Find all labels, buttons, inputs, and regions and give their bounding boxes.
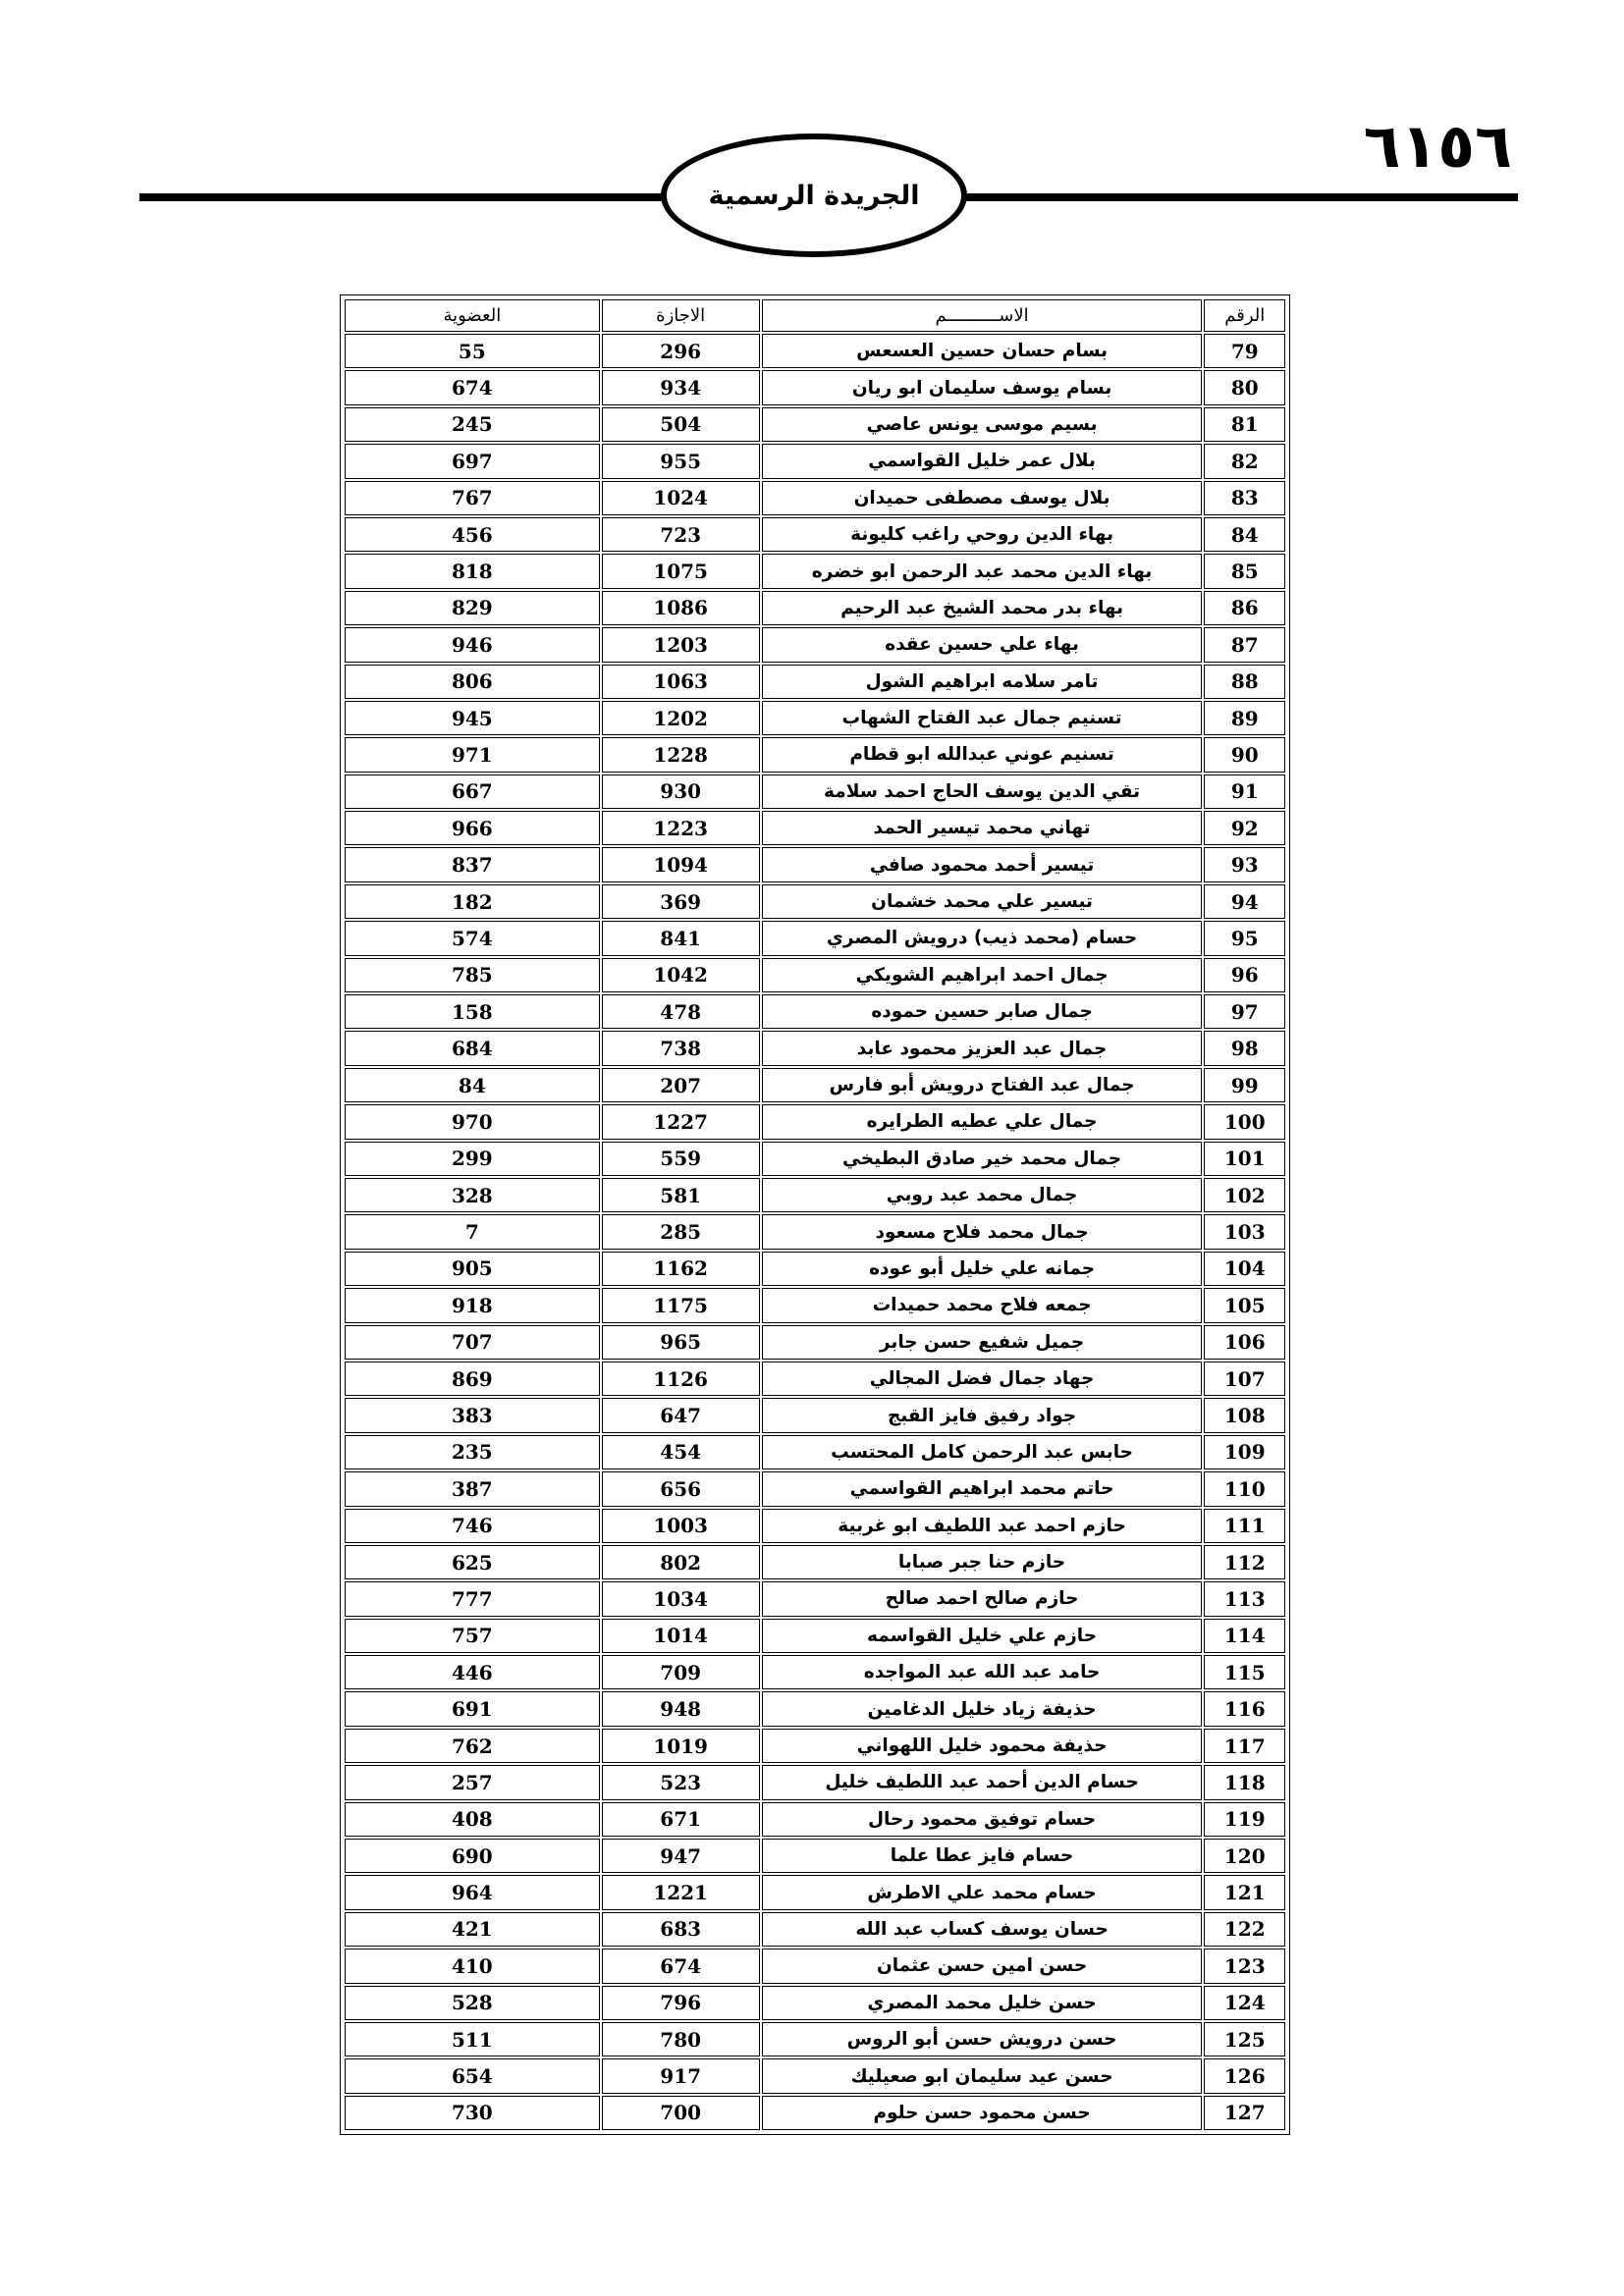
cell-license: 1075 [602, 554, 760, 588]
table-row [345, 1435, 1285, 1469]
cell-license: 674 [602, 1949, 760, 1983]
cell-license: 369 [602, 884, 760, 919]
cell-license: 478 [602, 994, 760, 1029]
table-row [345, 627, 1285, 662]
cell-number: 121 [1204, 1875, 1285, 1909]
cell-license: 1094 [602, 847, 760, 881]
table-row [345, 2058, 1285, 2093]
table-row [345, 407, 1285, 442]
cell-license: 738 [602, 1031, 760, 1065]
cell-membership: 818 [345, 554, 600, 588]
cell-name: تيسير أحمد محمود صافي [762, 847, 1203, 881]
cell-license: 1086 [602, 591, 760, 625]
cell-membership: 328 [345, 1178, 600, 1212]
cell-license: 1019 [602, 1729, 760, 1763]
table-row [345, 1178, 1285, 1212]
table-row [345, 958, 1285, 992]
cell-license: 965 [602, 1325, 760, 1360]
cell-number: 89 [1204, 701, 1285, 735]
cell-name: حذيفة زياد خليل الدغامين [762, 1691, 1203, 1726]
table-row [345, 1949, 1285, 1983]
table-row [345, 1252, 1285, 1286]
cell-number: 95 [1204, 921, 1285, 955]
cell-membership: 869 [345, 1362, 600, 1396]
table-row [345, 1398, 1285, 1432]
table-row [345, 665, 1285, 699]
cell-number: 117 [1204, 1729, 1285, 1763]
page-number: ٦١٥٦ [1363, 110, 1512, 182]
table-row [345, 1509, 1285, 1543]
table-row [345, 884, 1285, 919]
table-row [345, 1471, 1285, 1506]
cell-number: 108 [1204, 1398, 1285, 1432]
cell-number: 106 [1204, 1325, 1285, 1360]
cell-membership: 158 [345, 994, 600, 1029]
cell-name: بلال عمر خليل القواسمي [762, 444, 1203, 478]
cell-membership: 654 [345, 2058, 600, 2093]
cell-number: 115 [1204, 1655, 1285, 1689]
table-row [345, 2096, 1285, 2130]
table-row [345, 1875, 1285, 1909]
cell-number: 114 [1204, 1619, 1285, 1653]
cell-number: 97 [1204, 994, 1285, 1029]
cell-membership: 84 [345, 1068, 600, 1102]
cell-number: 80 [1204, 370, 1285, 404]
cell-name: حسن درويش حسن أبو الروس [762, 2022, 1203, 2056]
cell-name: بهاء علي حسين عقده [762, 627, 1203, 662]
cell-name: جمال احمد ابراهيم الشويكي [762, 958, 1203, 992]
cell-name: جهاد جمال فضل المجالي [762, 1362, 1203, 1396]
table-row [345, 334, 1285, 368]
table-row [345, 1729, 1285, 1763]
cell-license: 1203 [602, 627, 760, 662]
cell-number: 101 [1204, 1142, 1285, 1176]
cell-name: بهاء بدر محمد الشيخ عبد الرحيم [762, 591, 1203, 625]
cell-license: 559 [602, 1142, 760, 1176]
cell-number: 107 [1204, 1362, 1285, 1396]
cell-name: حسن خليل محمد المصري [762, 1986, 1203, 2020]
cell-number: 102 [1204, 1178, 1285, 1212]
cell-license: 656 [602, 1471, 760, 1506]
cell-name: بسيم موسى يونس عاصي [762, 407, 1203, 442]
table-row [345, 1031, 1285, 1065]
cell-name: بسام حسان حسين العسعس [762, 334, 1203, 368]
members-table [340, 294, 1290, 2135]
cell-name: جمال عبد الفتاح درويش أبو فارس [762, 1068, 1203, 1102]
table-row [345, 1802, 1285, 1837]
cell-number: 90 [1204, 737, 1285, 772]
table-row [345, 1362, 1285, 1396]
cell-membership: 235 [345, 1435, 600, 1469]
cell-name: حامد عبد الله عبد المواجده [762, 1655, 1203, 1689]
cell-membership: 245 [345, 407, 600, 442]
table-header-row [345, 299, 1285, 332]
cell-number: 103 [1204, 1214, 1285, 1249]
cell-name: تسنيم جمال عبد الفتاح الشهاب [762, 701, 1203, 735]
table-row [345, 774, 1285, 809]
cell-name: بلال يوسف مصطفى حميدان [762, 481, 1203, 515]
cell-name: جمال علي عطيه الطرايره [762, 1104, 1203, 1139]
table-row [345, 847, 1285, 881]
cell-number: 116 [1204, 1691, 1285, 1726]
cell-number: 104 [1204, 1252, 1285, 1286]
cell-name: بهاء الدين روحي راغب كليونة [762, 517, 1203, 552]
cell-name: حازم علي خليل القواسمه [762, 1619, 1203, 1653]
cell-license: 796 [602, 1986, 760, 2020]
table-row [345, 1325, 1285, 1360]
cell-license: 1162 [602, 1252, 760, 1286]
cell-membership: 964 [345, 1875, 600, 1909]
table-row [345, 1986, 1285, 2020]
cell-membership: 456 [345, 517, 600, 552]
cell-membership: 674 [345, 370, 600, 404]
cell-membership: 946 [345, 627, 600, 662]
table-row [345, 811, 1285, 845]
table-row [345, 517, 1285, 552]
cell-name: حسان يوسف كساب عبد الله [762, 1912, 1203, 1947]
cell-license: 523 [602, 1765, 760, 1799]
cell-license: 700 [602, 2096, 760, 2130]
cell-membership: 511 [345, 2022, 600, 2056]
cell-number: 84 [1204, 517, 1285, 552]
cell-number: 100 [1204, 1104, 1285, 1139]
table-row [345, 591, 1285, 625]
cell-membership: 387 [345, 1471, 600, 1506]
cell-name: حسام توفيق محمود رحال [762, 1802, 1203, 1837]
cell-name: جمانه علي خليل أبو عوده [762, 1252, 1203, 1286]
cell-membership: 55 [345, 334, 600, 368]
cell-membership: 945 [345, 701, 600, 735]
cell-license: 1034 [602, 1581, 760, 1616]
cell-membership: 707 [345, 1325, 600, 1360]
cell-number: 124 [1204, 1986, 1285, 2020]
cell-number: 127 [1204, 2096, 1285, 2130]
cell-membership: 691 [345, 1691, 600, 1726]
cell-name: حازم احمد عبد اللطيف ابو غربية [762, 1509, 1203, 1543]
cell-license: 841 [602, 921, 760, 955]
cell-name: حسام محمد علي الاطرش [762, 1875, 1203, 1909]
cell-license: 1228 [602, 737, 760, 772]
cell-number: 110 [1204, 1471, 1285, 1506]
cell-number: 92 [1204, 811, 1285, 845]
table-row [345, 1068, 1285, 1102]
table-row [345, 554, 1285, 588]
cell-name: تامر سلامه ابراهيم الشول [762, 665, 1203, 699]
cell-name: تيسير علي محمد خشمان [762, 884, 1203, 919]
cell-name: جمال عبد العزيز محمود عابد [762, 1031, 1203, 1065]
cell-name: جميل شفيع حسن جابر [762, 1325, 1203, 1360]
cell-membership: 574 [345, 921, 600, 955]
cell-license: 454 [602, 1435, 760, 1469]
cell-license: 723 [602, 517, 760, 552]
table-row [345, 1142, 1285, 1176]
cell-name: تسنيم عوني عبدالله ابو قطام [762, 737, 1203, 772]
cell-membership: 971 [345, 737, 600, 772]
cell-number: 113 [1204, 1581, 1285, 1616]
cell-membership: 757 [345, 1619, 600, 1653]
cell-number: 105 [1204, 1288, 1285, 1322]
cell-number: 83 [1204, 481, 1285, 515]
cell-membership: 762 [345, 1729, 600, 1763]
cell-license: 1063 [602, 665, 760, 699]
cell-membership: 966 [345, 811, 600, 845]
cell-number: 85 [1204, 554, 1285, 588]
cell-name: جمال محمد عبد روبي [762, 1178, 1203, 1212]
cell-membership: 410 [345, 1949, 600, 1983]
table-row [345, 921, 1285, 955]
cell-number: 81 [1204, 407, 1285, 442]
cell-membership: 182 [345, 884, 600, 919]
cell-license: 1003 [602, 1509, 760, 1543]
cell-membership: 767 [345, 481, 600, 515]
cell-membership: 697 [345, 444, 600, 478]
masthead-oval [661, 133, 967, 257]
cell-license: 285 [602, 1214, 760, 1249]
cell-number: 88 [1204, 665, 1285, 699]
cell-membership: 528 [345, 1986, 600, 2020]
cell-number: 93 [1204, 847, 1285, 881]
table-row [345, 1288, 1285, 1322]
cell-membership: 684 [345, 1031, 600, 1065]
cell-license: 955 [602, 444, 760, 478]
cell-license: 917 [602, 2058, 760, 2093]
cell-license: 1126 [602, 1362, 760, 1396]
cell-number: 109 [1204, 1435, 1285, 1469]
cell-number: 125 [1204, 2022, 1285, 2056]
cell-name: حذيفة محمود خليل اللهواني [762, 1729, 1203, 1763]
cell-license: 1227 [602, 1104, 760, 1139]
cell-number: 79 [1204, 334, 1285, 368]
cell-license: 802 [602, 1545, 760, 1579]
cell-name: جمال محمد فلاح مسعود [762, 1214, 1203, 1249]
cell-number: 119 [1204, 1802, 1285, 1837]
cell-membership: 777 [345, 1581, 600, 1616]
cell-license: 1223 [602, 811, 760, 845]
cell-license: 934 [602, 370, 760, 404]
cell-number: 87 [1204, 627, 1285, 662]
cell-number: 91 [1204, 774, 1285, 809]
table-row [345, 1691, 1285, 1726]
cell-membership: 970 [345, 1104, 600, 1139]
table-row [345, 444, 1285, 478]
cell-number: 94 [1204, 884, 1285, 919]
cell-license: 1014 [602, 1619, 760, 1653]
cell-license: 1202 [602, 701, 760, 735]
table-row [345, 1545, 1285, 1579]
header-name: الاســــــــــم [762, 299, 1203, 332]
cell-license: 948 [602, 1691, 760, 1726]
cell-number: 112 [1204, 1545, 1285, 1579]
cell-license: 930 [602, 774, 760, 809]
masthead-title: الجريدة الرسمية [708, 180, 920, 211]
cell-license: 1221 [602, 1875, 760, 1909]
cell-membership: 299 [345, 1142, 600, 1176]
table-row [345, 1839, 1285, 1873]
table-row [345, 1104, 1285, 1139]
cell-membership: 806 [345, 665, 600, 699]
table-row [345, 701, 1285, 735]
cell-name: بسام يوسف سليمان ابو ريان [762, 370, 1203, 404]
table-row [345, 481, 1285, 515]
cell-number: 123 [1204, 1949, 1285, 1983]
cell-number: 118 [1204, 1765, 1285, 1799]
cell-name: جمال محمد خير صادق البطيخي [762, 1142, 1203, 1176]
cell-membership: 667 [345, 774, 600, 809]
cell-membership: 257 [345, 1765, 600, 1799]
cell-license: 1042 [602, 958, 760, 992]
cell-license: 709 [602, 1655, 760, 1689]
cell-name: جمال صابر حسين حموده [762, 994, 1203, 1029]
cell-name: جمعه فلاح محمد حميدات [762, 1288, 1203, 1322]
cell-license: 1175 [602, 1288, 760, 1322]
cell-number: 111 [1204, 1509, 1285, 1543]
cell-number: 122 [1204, 1912, 1285, 1947]
cell-membership: 730 [345, 2096, 600, 2130]
header-membership: العضوية [345, 299, 600, 332]
table-row [345, 1912, 1285, 1947]
cell-membership: 421 [345, 1912, 600, 1947]
cell-membership: 408 [345, 1802, 600, 1837]
cell-membership: 905 [345, 1252, 600, 1286]
cell-number: 126 [1204, 2058, 1285, 2093]
cell-name: حاتم محمد ابراهيم القواسمي [762, 1471, 1203, 1506]
cell-membership: 625 [345, 1545, 600, 1579]
cell-membership: 383 [345, 1398, 600, 1432]
cell-membership: 7 [345, 1214, 600, 1249]
table-row [345, 370, 1285, 404]
header-number: الرقم [1204, 299, 1285, 332]
cell-name: حابس عبد الرحمن كامل المحتسب [762, 1435, 1203, 1469]
cell-license: 780 [602, 2022, 760, 2056]
cell-membership: 446 [345, 1655, 600, 1689]
cell-name: حازم حنا جبر صبابا [762, 1545, 1203, 1579]
cell-membership: 837 [345, 847, 600, 881]
cell-number: 120 [1204, 1839, 1285, 1873]
table-row [345, 737, 1285, 772]
cell-license: 647 [602, 1398, 760, 1432]
cell-license: 1024 [602, 481, 760, 515]
cell-name: حسام الدين أحمد عبد اللطيف خليل [762, 1765, 1203, 1799]
cell-name: حسام فايز عطا علما [762, 1839, 1203, 1873]
cell-number: 86 [1204, 591, 1285, 625]
cell-membership: 785 [345, 958, 600, 992]
cell-name: حسن عيد سليمان ابو صعيليك [762, 2058, 1203, 2093]
cell-number: 96 [1204, 958, 1285, 992]
cell-license: 296 [602, 334, 760, 368]
table-row [345, 1765, 1285, 1799]
cell-license: 671 [602, 1802, 760, 1837]
cell-license: 947 [602, 1839, 760, 1873]
table-row [345, 1581, 1285, 1616]
cell-number: 99 [1204, 1068, 1285, 1102]
table-row [345, 1655, 1285, 1689]
cell-name: حسن محمود حسن حلوم [762, 2096, 1203, 2130]
table-row [345, 2022, 1285, 2056]
cell-name: تهاني محمد تيسير الحمد [762, 811, 1203, 845]
cell-name: حسن امين حسن عثمان [762, 1949, 1203, 1983]
cell-name: جواد رفيق فايز القبج [762, 1398, 1203, 1432]
cell-license: 581 [602, 1178, 760, 1212]
cell-number: 82 [1204, 444, 1285, 478]
cell-name: تقي الدين يوسف الحاج احمد سلامة [762, 774, 1203, 809]
cell-license: 683 [602, 1912, 760, 1947]
cell-membership: 746 [345, 1509, 600, 1543]
cell-membership: 918 [345, 1288, 600, 1322]
table-row [345, 994, 1285, 1029]
cell-license: 504 [602, 407, 760, 442]
cell-membership: 690 [345, 1839, 600, 1873]
cell-membership: 829 [345, 591, 600, 625]
table-row [345, 1214, 1285, 1249]
cell-name: حسام (محمد ذيب) درويش المصري [762, 921, 1203, 955]
cell-name: حازم صالح احمد صالح [762, 1581, 1203, 1616]
cell-number: 98 [1204, 1031, 1285, 1065]
header-license: الاجازة [602, 299, 760, 332]
table-row [345, 1619, 1285, 1653]
cell-license: 207 [602, 1068, 760, 1102]
cell-name: بهاء الدين محمد عبد الرحمن ابو خضره [762, 554, 1203, 588]
